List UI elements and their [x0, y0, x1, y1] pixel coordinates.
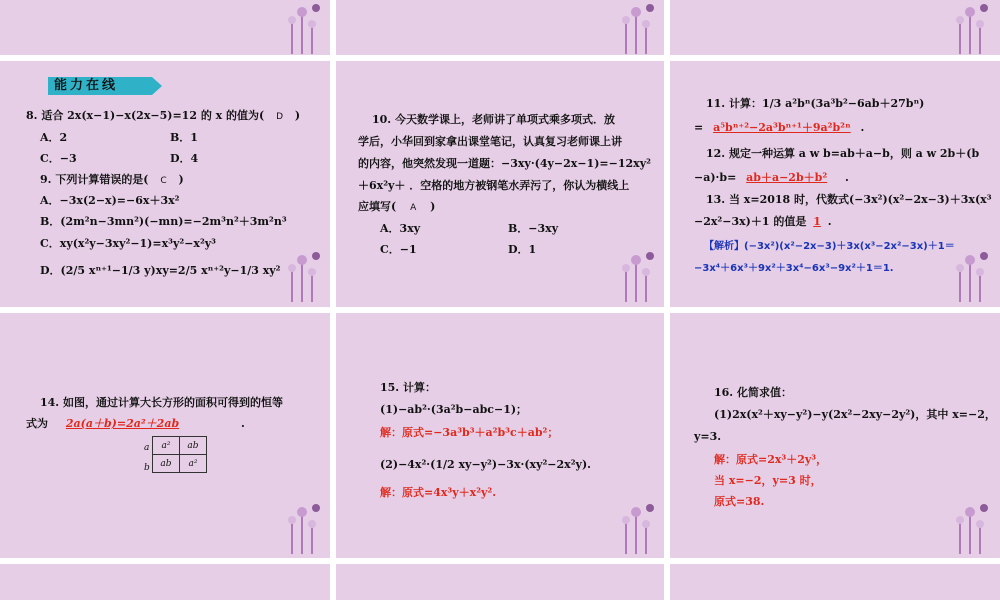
- slide-bottom-mid-strip: [336, 564, 664, 600]
- cell-ab-2: ab: [153, 455, 180, 473]
- q13-analysis-line-2: −3x⁴＋6x³＋9x²＋3x⁴−6x³−9x²＋1＝1.: [694, 263, 894, 274]
- q13-line-1: 13. 当 x=2018 时，代数式(−3x²)(x²−2x−3)＋3x(x³: [706, 193, 992, 206]
- flower-decoration-icon: [606, 2, 662, 54]
- q13-line-2: [694, 214, 832, 229]
- option-10c: C．−1: [380, 243, 417, 256]
- flower-decoration-icon: [940, 250, 996, 302]
- question-9-answer: C: [160, 176, 167, 186]
- q10-bracket-end: ): [430, 200, 436, 213]
- q14-line-2-text: 式为: [26, 417, 48, 430]
- option-8d: D．4: [170, 152, 199, 165]
- option-9d: D．(2/5 xⁿ⁺¹−1/3 y)xy=2/5 xⁿ⁺²y−1/3 xy²: [40, 264, 281, 277]
- q12-line-2: [694, 170, 849, 185]
- q13-analysis-line-1: 【解析】(−3x²)(x²−2x−3)＋3x(x³−2x²−3x)＋1＝: [704, 241, 955, 252]
- q11-answer: a⁵bⁿ⁺²−2a³bⁿ⁺¹＋9a²b²ⁿ: [713, 121, 851, 134]
- q14-period: .: [241, 417, 245, 430]
- option-10a: A．3xy: [380, 222, 421, 235]
- cell-a-squared-2: a²: [180, 455, 207, 473]
- q16-solution-2: 当 x=−2，y=3 时，: [714, 474, 822, 487]
- flower-decoration-icon: [940, 2, 996, 54]
- cell-ab-1: ab: [180, 437, 207, 455]
- q12-line-1: 12. 规定一种运算 a w b=ab＋a−b，则 a w 2b＋(b: [706, 147, 980, 160]
- option-9b: B．(2m²n−3mn²)(−mn)=−2m³n²＋3m²n³: [40, 215, 287, 228]
- figure-label-b: b: [144, 463, 150, 473]
- flower-decoration-icon: [940, 502, 996, 554]
- q15-title: 15. 计算：: [380, 381, 436, 394]
- question-9-bracket-end: ): [178, 173, 184, 186]
- flower-decoration-icon: [606, 250, 662, 302]
- q11-line-1: 11. 计算：1/3 a²bⁿ(3a³b²−6ab＋27bⁿ): [706, 97, 925, 110]
- question-9-text: 9. 下列计算错误的是(: [40, 173, 149, 186]
- option-9c: C．xy(x²y−3xy²−1)=x³y²−x²y³: [40, 237, 216, 250]
- q11-period: .: [860, 121, 865, 134]
- question-8-answer: D: [276, 112, 284, 122]
- flower-decoration-icon: [272, 2, 328, 54]
- q11-equals: =: [694, 121, 704, 134]
- option-8b: B．1: [170, 131, 198, 144]
- q10-answer: A: [410, 203, 417, 213]
- q15-part-2: (2)−4x²·(1/2 xy−y²)−3x·(xy²−2x²y).: [380, 458, 591, 471]
- figure-label-a: a: [144, 443, 150, 453]
- option-8a: A．2: [40, 131, 68, 144]
- q12-answer: ab＋a−2b＋b²: [746, 171, 828, 184]
- q14-answer: 2a(a＋b)=2a²＋2ab: [65, 417, 180, 430]
- question-8-text: 8. 适合 2x(x−1)−x(2x−5)=12 的 x 的值为(: [26, 109, 265, 122]
- q15-part-1-solution: 解：原式=−3a³b³＋a²b³c＋ab²；: [380, 426, 559, 439]
- cell-a-squared-1: a²: [153, 437, 180, 455]
- question-8: [26, 108, 300, 125]
- q10-line-2: 学后，小华回到家拿出课堂笔记，认真复习老师课上讲: [358, 135, 622, 148]
- q11-line-2: [694, 120, 864, 135]
- question-9: [40, 172, 184, 189]
- q16-solution-1: 解：原式=2x³＋2y³，: [714, 453, 828, 466]
- q10-line-4: ＋6x²y＋ ．空格的地方被钢笔水弄污了，你认为横线上: [358, 179, 630, 192]
- q12-line-2-text: −a)·b=: [694, 171, 737, 184]
- q13-line-2-text: −2x²−3x)＋1 的值是: [694, 215, 807, 228]
- q10-line-1: 10. 今天数学课上，老师讲了单项式乘多项式．放: [372, 113, 615, 126]
- q15-part-1: (1)−ab²·(3a²b−abc−1)；: [380, 403, 528, 416]
- area-figure: [152, 436, 207, 473]
- q16-title: 16. 化简求值：: [714, 386, 792, 399]
- option-9a: A．−3x(2−x)=−6x＋3x²: [40, 194, 180, 207]
- q16-line-1: (1)2x(x²＋xy−y²)−y(2x²−2xy−2y²)，其中 x=−2，: [714, 408, 996, 421]
- q13-answer: 1: [813, 215, 821, 228]
- option-10d: D．1: [508, 243, 537, 256]
- section-banner: 能力在线: [48, 77, 152, 95]
- q10-line-5: [358, 199, 435, 216]
- q14-line-2: [26, 416, 245, 431]
- slide-bottom-right-strip: [670, 564, 1000, 600]
- q14-line-1: 14. 如图，通过计算大长方形的面积可得到的恒等: [40, 396, 283, 409]
- slide-bottom-left-strip: [0, 564, 330, 600]
- q10-line-3: 的内容，他突然发现一道题：−3xy·(4y−2x−1)=−12xy²: [358, 157, 651, 170]
- option-10b: B．−3xy: [508, 222, 559, 235]
- flower-decoration-icon: [272, 502, 328, 554]
- q16-line-2: y=3.: [694, 430, 722, 443]
- question-8-bracket-end: ): [294, 109, 301, 122]
- q13-period: .: [827, 215, 832, 228]
- flower-decoration-icon: [606, 502, 662, 554]
- q15-part-2-solution: 解：原式=4x³y＋x²y².: [380, 486, 497, 499]
- q10-line-5-text: 应填写(: [358, 200, 397, 213]
- q16-solution-3: 原式=38.: [714, 495, 765, 508]
- option-8c: C．−3: [40, 152, 77, 165]
- q12-period: .: [845, 171, 849, 184]
